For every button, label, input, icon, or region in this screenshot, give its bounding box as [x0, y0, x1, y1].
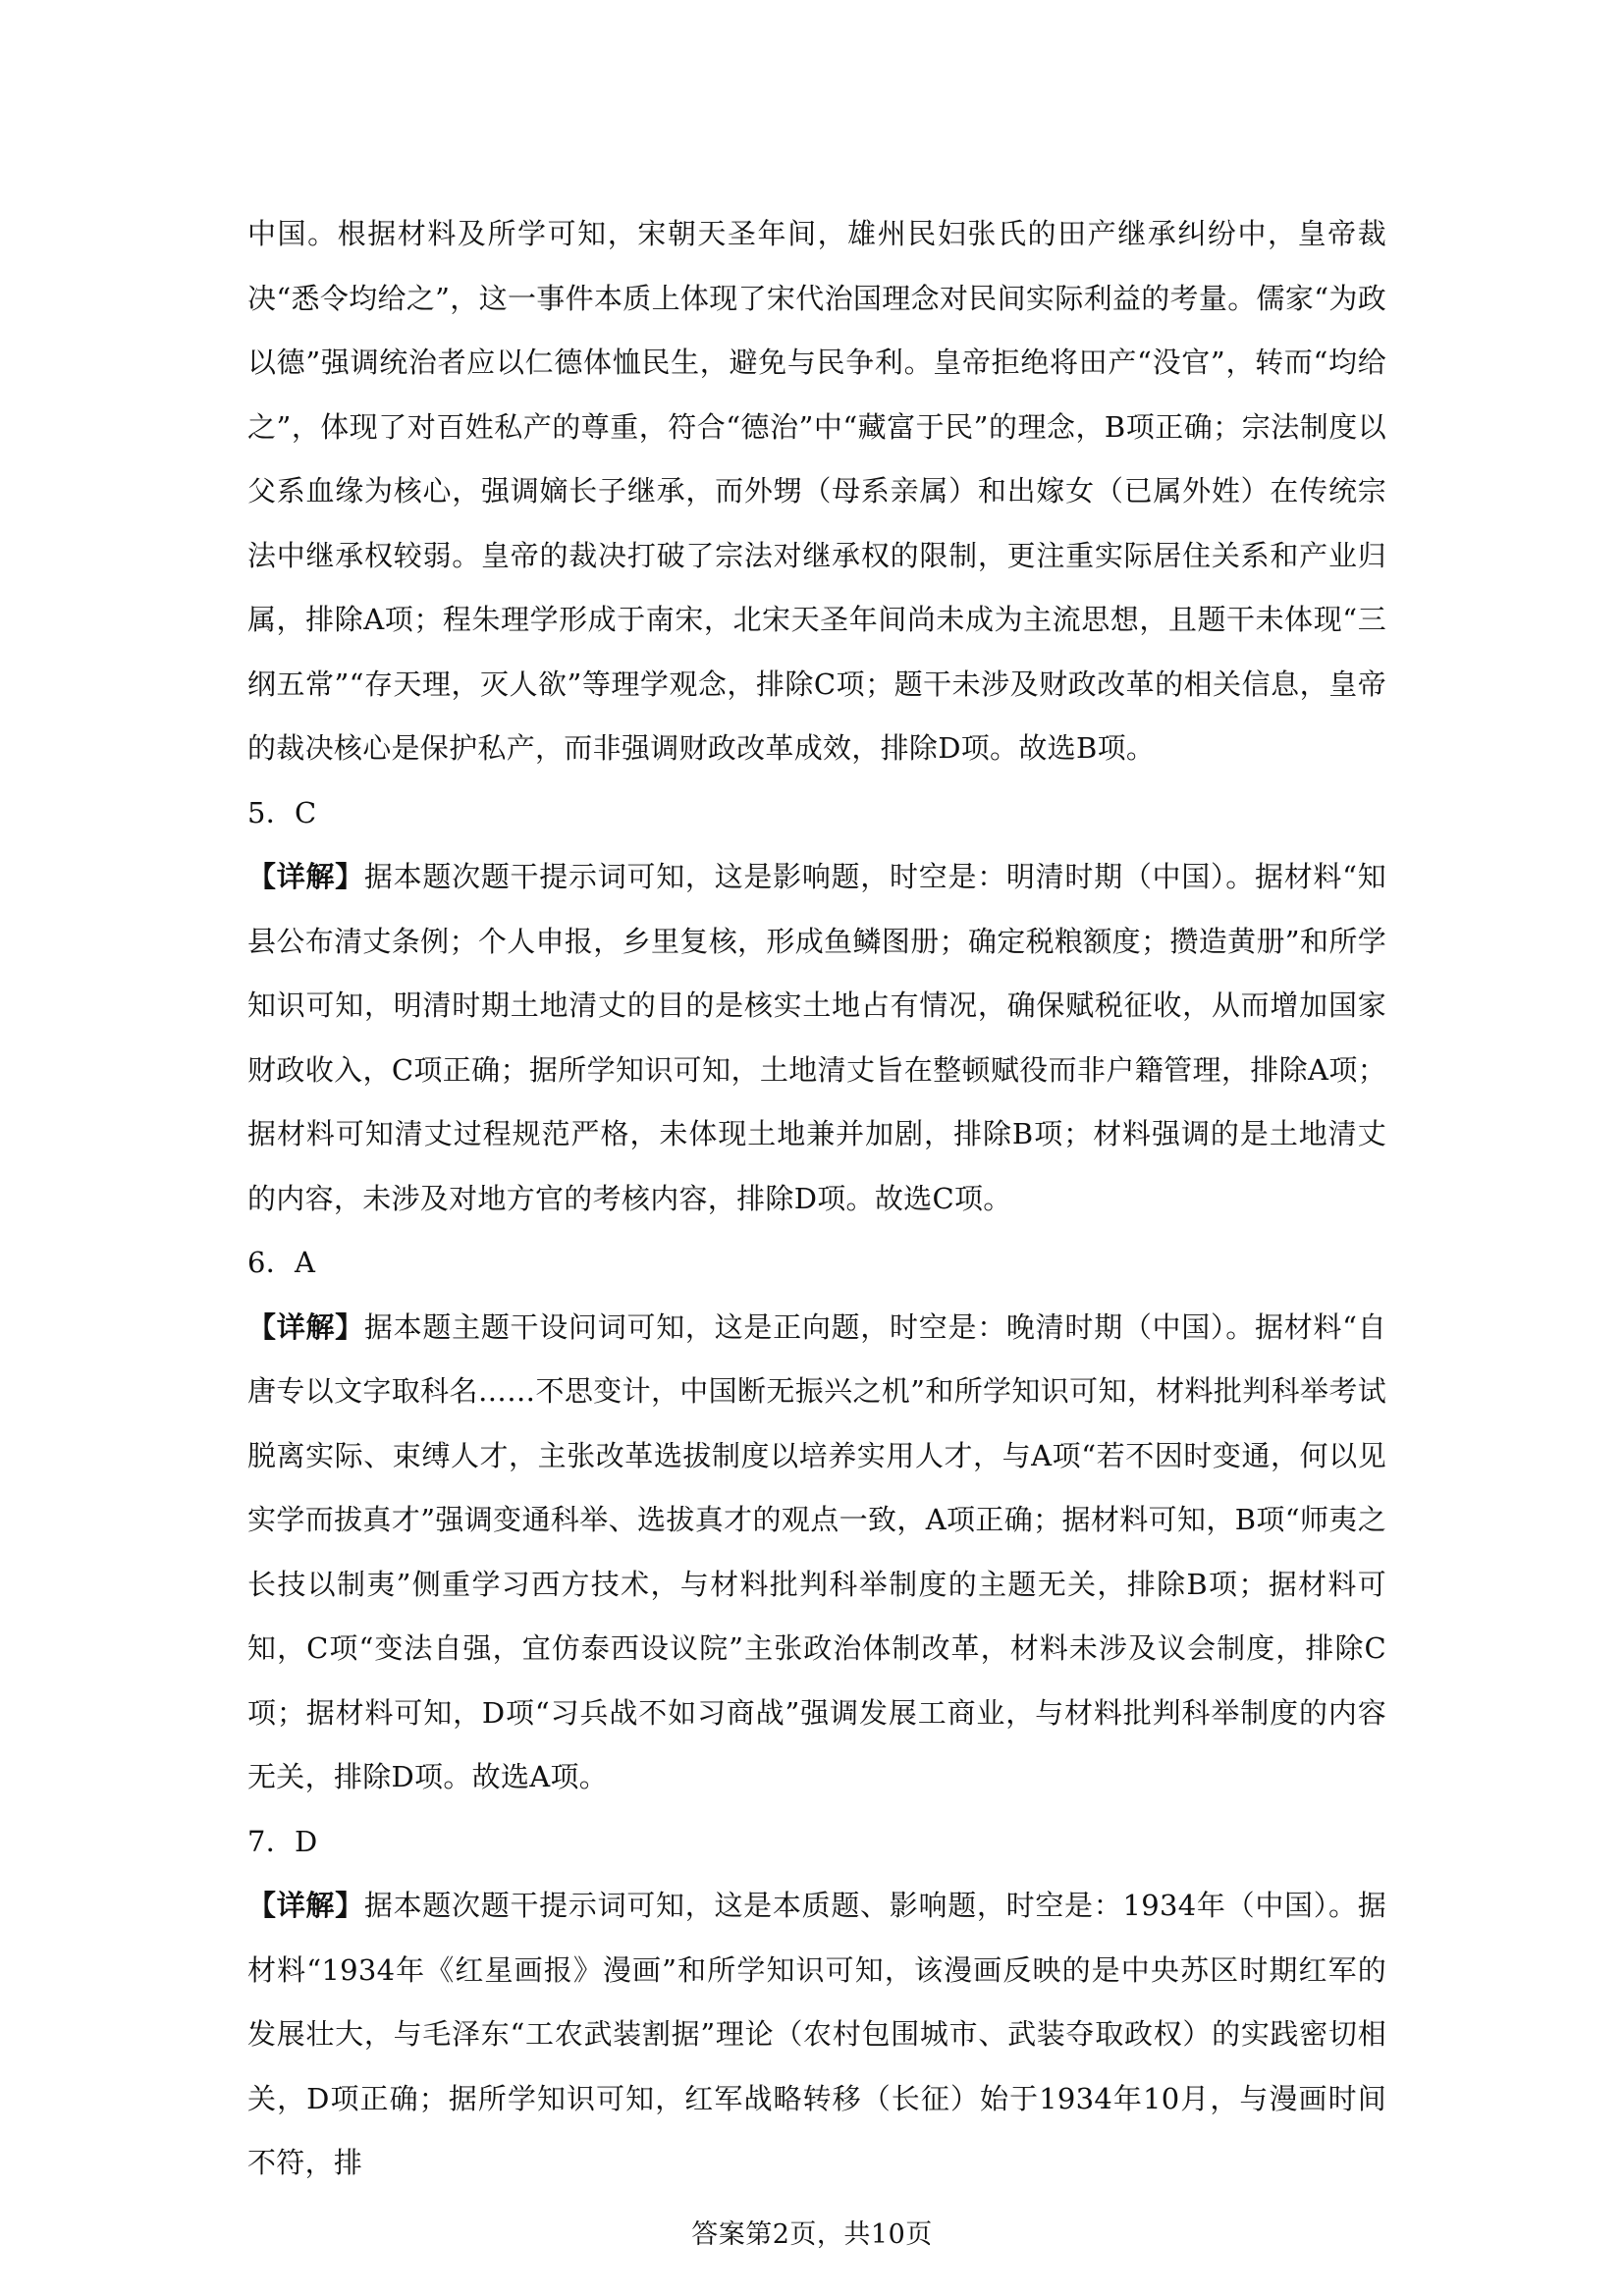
detail-tag: 【详解】 [247, 860, 364, 893]
q5-explanation [247, 845, 1386, 1231]
q6-explanation-text: 据本题主题干设问词可知，这是正向题，时空是：晚清时期（中国）。据材料“自唐专以文字取科名……不思变计，中国断无振兴之机”和所学知识可知，材料批判科举考试脱离实际、束缚人才，主张改革选拔制度以培养实用人才，与A项“若不因时变通，何以见实学而拔真才”强调变通科举、选拔真才的观点一致，A项正确；据材料可知，B项“师夷之长技以制夷”侧重学习西方技术，与材料批判科举制度的主题无关，排除B项；据材料可知，C项“变法自强，宜仿泰西设议院”主张政治体制改革，材料未涉及议会制度，排除C项；据材料可知，D项“习兵战不如习商战”强调发展工商业，与材料批判科举制度的内容无关，排除D项。故选A项。 [247, 1309, 1386, 1793]
q7-explanation [247, 1874, 1386, 2196]
q4-explanation-continuation: 中国。根据材料及所学可知，宋朝天圣年间，雄州民妇张氏的田产继承纠纷中，皇帝裁决“悉令均给之”，这一事件本质上体现了宋代治国理念对民间实际利益的考量。儒家“为政以德”强调统治者应以仁德体恤民生，避免与民争利。皇帝拒绝将田产“没官”，转而“均给之”，体现了对百姓私产的尊重，符合“德治”中“藏富于民”的理念，B项正确；宗法制度以父系血缘为核心，强调嫡长子继承，而外甥（母系亲属）和出嫁女（已属外姓）在传统宗法中继承权较弱。皇帝的裁决打破了宗法对继承权的限制，更注重实际居住关系和产业归属，排除A项；程朱理学形成于南宋，北宋天圣年间尚未成为主流思想，且题干未体现“三纲五常”“存天理，灭人欲”等理学观念，排除C项；题干未涉及财政改革的相关信息，皇帝的裁决核心是保护私产，而非强调财政改革成效，排除D项。故选B项。 [247, 217, 1386, 765]
q7-answer: 7．D [247, 1824, 318, 1858]
q5-explanation-text: 据本题次题干提示词可知，这是影响题，时空是：明清时期（中国）。据材料“知县公布清丈条例；个人申报，乡里复核，形成鱼鳞图册；确定税粮额度；攒造黄册”和所学知识可知，明清时期土地清丈的目的是核实土地占有情况，确保赋税征收，从而增加国家财政收入，C项正确；据所学知识可知，土地清丈旨在整顿赋役而非户籍管理，排除A项；据材料可知清丈过程规范严格，未体现土地兼并加剧，排除B项；材料强调的是土地清丈的内容，未涉及对地方官的考核内容，排除D项。故选C项。 [247, 860, 1386, 1215]
q7-explanation-text: 据本题次题干提示词可知，这是本质题、影响题，时空是：1934年（中国）。据材料“1934年《红星画报》漫画”和所学知识可知，该漫画反映的是中央苏区时期红军的发展壮大，与毛泽东“工农武装割据”理论（农村包围城市、武装夺取政权）的实践密切相关，D项正确；据所学知识可知，红军战略转移（长征）始于1934年10月，与漫画时间不符，排 [247, 1889, 1387, 2179]
detail-tag: 【详解】 [247, 1309, 364, 1344]
q6-explanation [247, 1296, 1386, 1810]
q5-answer: 5．C [247, 795, 317, 829]
answer-content [247, 202, 1386, 2196]
detail-tag: 【详解】 [247, 1889, 364, 1922]
q6-answer: 6．A [247, 1246, 316, 1279]
page-footer: 答案第2页，共10页 [691, 2219, 933, 2250]
